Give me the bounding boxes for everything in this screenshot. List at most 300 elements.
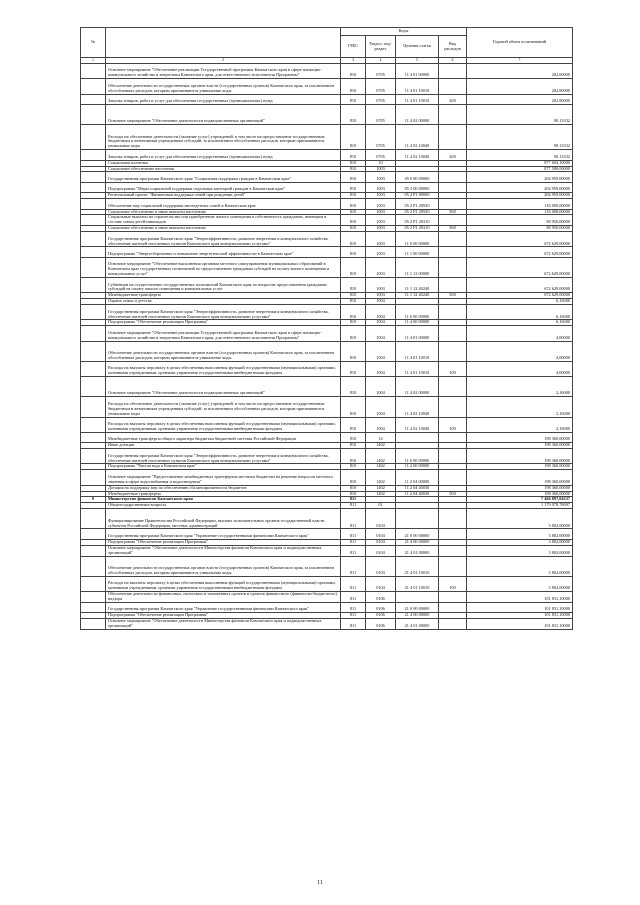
row-grbs: 810 [341,361,366,376]
row-type: 500 [439,491,467,497]
row-name: Государственная программа Камчатского края "Энергоэффективность, развитие энергетики и коммунального хозяйства, обеспечение жителей населенных пунктов Камчатского края коммунальными услугами" [106,305,341,320]
row-target: 21 4 01 00000 [396,545,439,556]
row-target: 05 2 P1 20310 [396,226,439,232]
row-target: 11 4 02 00000 [396,377,439,397]
row-type: 100 [439,576,467,591]
row-total: 101 831,10000 [467,619,573,630]
row-total: 116 000,00000 [467,199,573,209]
header-total: Годовой объем ассигнований [467,28,573,58]
row-name: Социальное обеспечение населения [106,166,341,172]
row-grbs: 810 [341,464,366,470]
row-section: 1003 [366,166,396,172]
row-name: Государственная программа Камчатского края "Энергоэффективность, развитие энергетики и коммунального хозяйства, обеспечение жителей населенных пунктов Камчатского края коммунальными услугами" [106,232,341,247]
row-type [439,470,467,485]
table-row [81,556,573,576]
row-section: 1004 [366,417,396,432]
row-section: 1003 [366,278,396,293]
row-target: 11 4 01 00000 [396,64,439,79]
row-grbs: 810 [341,257,366,277]
row-name: Обеспечение деятельности государственных органов власти (государственных органов) Камчатского края, за исключением обособленных расходов, которым присваиваются уникальные коды [106,79,341,94]
row-grbs: 811 [341,509,366,529]
row-total: 7 466 897,04237 [467,497,573,503]
row-grbs: 810 [341,491,366,497]
table-row [81,199,573,209]
row-number [81,341,106,361]
row-total: 198 360,00000 [467,443,573,449]
row-total: 6,16000 [467,299,573,305]
row-grbs: 810 [341,166,366,172]
row-number [81,602,106,612]
row-name: Социальные выплаты на строительство или приобретение жилого помещения в собственность гражданам, имеющим в составе семьи детей-инвалидов [106,215,341,226]
row-number [81,432,106,442]
colnum: 2 [106,58,341,64]
row-number [81,545,106,556]
row-grbs: 810 [341,150,366,160]
row-grbs: 810 [341,326,366,341]
row-type: 200 [439,94,467,104]
row-name: Обеспечение деятельности финансовых, налоговых и таможенных органов и органов финансового (финансово-бюджетного) надзора [106,592,341,603]
header-no: № [81,28,106,58]
row-name: Подпрограмма "Чистая вода в Камчатском крае" [106,464,341,470]
row-section: 1402 [366,491,396,497]
row-section: 0106 [366,602,396,612]
row-name: Основное мероприятие "Обеспечение деятельности Министерства финансов Камчатского края и подведомственных организаций" [106,545,341,556]
row-number [81,576,106,591]
row-section: 0104 [366,576,396,591]
row-grbs: 810 [341,341,366,361]
row-grbs: 810 [341,432,366,442]
row-type [439,449,467,464]
table-row [81,172,573,182]
row-name: Функционирование Правительства Российской Федерации, высших исполнительных органов государственной власти субъектов Российской Федерации, местных администраций [106,509,341,529]
table-row [81,361,573,376]
row-type: 300 [439,209,467,215]
row-name: Межбюджетные трансферты общего характера бюджетам бюджетной системы Российской Федерации [106,432,341,442]
row-type [439,602,467,612]
row-grbs: 810 [341,182,366,192]
row-target: 05 2 P1 20310 [396,215,439,226]
row-number [81,397,106,417]
row-total: 101 831,10000 [467,613,573,619]
row-number [81,305,106,320]
row-name: Закупка товаров, работ и услуг для обеспечения государственных (муниципальных) нужд [106,94,341,104]
row-total: 88 950,00000 [467,215,573,226]
row-number [81,470,106,485]
row-grbs: 811 [341,529,366,539]
row-total: 6,16000 [467,305,573,320]
row-target: 11 4 02 10040 [396,150,439,160]
row-name: Охрана семьи и детства [106,299,341,305]
row-section: 1003 [366,199,396,209]
row-grbs: 810 [341,293,366,299]
row-grbs: 810 [341,79,366,94]
table-row [81,326,573,341]
row-grbs: 810 [341,64,366,79]
row-type [439,326,467,341]
row-number [81,172,106,182]
table-row [81,432,573,442]
row-grbs: 810 [341,193,366,199]
row-grbs: 810 [341,199,366,209]
table-row [81,397,573,417]
row-total: 4,00000 [467,326,573,341]
row-number [81,247,106,257]
row-total: 202,80000 [467,79,573,94]
row-target: 05 2 P1 00000 [396,193,439,199]
row-grbs: 810 [341,305,366,320]
row-target: 11 4 00 00000 [396,320,439,326]
row-total: 88 950,00000 [467,226,573,232]
row-total: 202,60000 [467,64,573,79]
row-grbs: 810 [341,226,366,232]
row-name: Основное мероприятие "Обеспечение деятельности Министерства финансов Камчатского края и подведомственных организаций" [106,619,341,630]
row-section: 1004 [366,377,396,397]
row-target: 21 4 01 10010 [396,556,439,576]
row-target: 11 0 00 00000 [396,232,439,247]
row-target: 11 4 02 00000 [396,104,439,124]
colnum: 4 [366,58,396,64]
row-target: 21 0 00 00000 [396,602,439,612]
row-number [81,182,106,192]
row-target: 11 4 01 10010 [396,361,439,376]
row-name: Основное мероприятие "Обеспечение реализации Государственной программы Камчатского края в сфере жилищно-коммунального хозяйства и энергетики Камчатского края, для ответственного исполнителя Программы" [106,326,341,341]
row-number [81,79,106,94]
row-section: 1402 [366,470,396,485]
row-section: 0104 [366,509,396,529]
row-type: 300 [439,226,467,232]
row-total: 2,16000 [467,397,573,417]
row-section: 1004 [366,361,396,376]
row-total: 198 360,00000 [467,491,573,497]
row-type: 100 [439,417,467,432]
row-total: 202,80000 [467,94,573,104]
row-grbs: 810 [341,160,366,166]
row-target: 11 1 00 00000 [396,247,439,257]
row-type [439,341,467,361]
row-target: 11 4 02 10040 [396,125,439,150]
row-target: 11 4 02 10040 [396,417,439,432]
row-total: 90,13332 [467,104,573,124]
row-total: 116 000,00000 [467,209,573,215]
row-type [439,104,467,124]
row-name: Подпрограмма "Обеспечение реализации Программы" [106,320,341,326]
row-type [439,278,467,293]
row-grbs: 810 [341,377,366,397]
row-section: 1003 [366,232,396,247]
row-section: 14 [366,432,396,442]
table-row [81,602,573,612]
table-row [81,232,573,247]
row-section: 1003 [366,293,396,299]
row-type [439,125,467,150]
row-grbs: 810 [341,417,366,432]
colnum: 5 [396,58,439,64]
table-row [81,509,573,529]
row-grbs: 810 [341,449,366,464]
row-section: 0705 [366,64,396,79]
table-row [81,64,573,79]
row-type: 200 [439,150,467,160]
row-section: 1003 [366,215,396,226]
row-type [439,529,467,539]
row-section: 01 [366,503,396,509]
row-number [81,94,106,104]
row-name: Дотация на поддержку мер по обеспечению сбалансированности бюджетов [106,485,341,491]
table-row [81,104,573,124]
row-total: 6,16000 [467,320,573,326]
row-total: 672 629,00000 [467,247,573,257]
row-section: 1003 [366,226,396,232]
row-section: 1004 [366,320,396,326]
row-target: 21 4 01 00000 [396,619,439,630]
table-row [81,182,573,192]
row-total: 4,00000 [467,361,573,376]
row-total: 877 588,00000 [467,166,573,172]
row-name: Расходы на обеспечение деятельности (оказание услуг) учреждений, в том числе на предоставление государственным бюджетным и автономным учреждениям субсидий, за исключением обособленных расходов, которым присваиваются уникальные коды [106,397,341,417]
row-target: 21 4 00 00000 [396,539,439,545]
table-row [81,449,573,464]
table-row [81,470,573,485]
row-total: 2,16000 [467,417,573,432]
row-number [81,104,106,124]
row-target: 05 2 P1 20920 [396,199,439,209]
row-number [81,326,106,341]
row-section: 0705 [366,150,396,160]
row-target: 11 4 01 10010 [396,341,439,361]
row-grbs: 810 [341,320,366,326]
row-grbs: 810 [341,485,366,491]
table-row [81,278,573,293]
row-total: 672 629,00000 [467,278,573,293]
row-type [439,432,467,442]
row-grbs: 811 [341,602,366,612]
row-name: Расходы на выплаты персоналу в целях обеспечения выполнения функций государственными (муниципальными) органами, казенными учреждениями, органами управления государственными внебюджетными фондами [106,576,341,591]
row-target [396,509,439,529]
row-type [439,556,467,576]
table-row [81,529,573,539]
row-name: Основное мероприятие "Обеспечение деятельности подведомственных организаций" [106,377,341,397]
colnum: 1 [81,58,106,64]
row-grbs: 810 [341,209,366,215]
row-section: 1004 [366,299,396,305]
row-type [439,545,467,556]
row-target: 11 2 04 40030 [396,485,439,491]
row-type [439,592,467,603]
row-total: 3 802,00000 [467,539,573,545]
row-name: Основное мероприятие "Обеспечение выполнения органами местного самоуправления муниципальных образований в Камчатском крае государственных полномочий по предоставлению гражданам субсидий на оплату жилого помещения и коммунальных услуг" [106,257,341,277]
table-row [81,305,573,320]
row-name: Социальное обеспечение и иные выплаты населению [106,209,341,215]
colnum: 7 [467,58,573,64]
row-name: Расходы на обеспечение деятельности (оказание услуг) учреждений, в том числе на предоставление государственным бюджетным и автономным учреждениям субсидий, за исключением обособленных расходов, которым присваиваются уникальные коды [106,125,341,150]
row-target: 11 1 12 40240 [396,293,439,299]
table-row [81,417,573,432]
row-target: 05 2 P1 20920 [396,209,439,215]
row-section: 1004 [366,326,396,341]
row-name: Основное мероприятие "Предоставление межбюджетных трансфертов местным бюджетам на решение вопросов местного значения в сфере водоснабжения и водоотведения" [106,470,341,485]
row-total: 204 959,00000 [467,182,573,192]
row-section: 0106 [366,619,396,630]
row-type [439,182,467,192]
row-section: 1003 [366,209,396,215]
table-body [81,64,573,630]
page-number: 11 [317,880,323,886]
row-target: 11 1 12 00000 [396,257,439,277]
row-section: 1402 [366,464,396,470]
row-type [439,377,467,397]
row-name: Основное мероприятие "Обеспечение реализации Государственной программы Камчатского края в сфере жилищно-коммунального хозяйства и энергетики Камчатского края, для ответственного исполнителя Программы" [106,64,341,79]
row-target: 11 0 00 00000 [396,449,439,464]
row-grbs: 811 [341,592,366,603]
row-name: Субвенции на осуществление государственных полномочий Камчатского края по вопросам предоставления гражданам субсидий на оплату жилого помещения и коммунальных услуг [106,278,341,293]
row-type [439,64,467,79]
row-type [439,79,467,94]
row-number [81,377,106,397]
row-number [81,619,106,630]
row-grbs: 810 [341,247,366,257]
row-number [81,199,106,209]
row-section: 1003 [366,247,396,257]
row-grbs: 810 [341,443,366,449]
row-total: 90,13332 [467,150,573,160]
row-target: 11 4 01 00000 [396,326,439,341]
row-grbs: 810 [341,299,366,305]
row-section: 1004 [366,305,396,320]
row-target: 05 2 00 00000 [396,182,439,192]
row-name: Подпрограмма "Обеспечение реализации Программы" [106,613,341,619]
table-row [81,377,573,397]
row-name: Межбюджетные трансферты [106,293,341,299]
row-name: Государственная программа Камчатского края "Социальная поддержка граждан в Камчатском крае" [106,172,341,182]
row-grbs: 811 [341,619,366,630]
row-section: 0104 [366,556,396,576]
row-grbs: 810 [341,397,366,417]
row-section: 1004 [366,341,396,361]
row-number [81,556,106,576]
row-type [439,232,467,247]
row-section: 0106 [366,592,396,603]
header-type: Вид расходов [439,36,467,58]
row-number [81,278,106,293]
row-section: 1402 [366,443,396,449]
row-name: Государственная программа Камчатского края "Управление государственными финансами Камчатского края" [106,602,341,612]
row-number [81,215,106,226]
row-grbs: 810 [341,94,366,104]
row-grbs: 810 [341,470,366,485]
header-grbs: ГРБС [341,36,366,58]
row-type [439,619,467,630]
row-type [439,247,467,257]
table-row [81,150,573,160]
row-section: 0104 [366,529,396,539]
budget-table [80,27,573,630]
row-total: 204 959,00000 [467,172,573,182]
row-type [439,509,467,529]
row-grbs: 811 [341,556,366,576]
row-grbs: 811 [341,613,366,619]
row-section: 0104 [366,539,396,545]
row-grbs: 810 [341,104,366,124]
table-row [81,341,573,361]
row-target: 21 4 00 00000 [396,613,439,619]
table-row [81,257,573,277]
row-grbs: 811 [341,503,366,509]
row-name: Государственная программа Камчатского края "Энергоэффективность, развитие энергетики и коммунального хозяйства, обеспечение жителей населенных пунктов Камчатского края коммунальными услугами" [106,449,341,464]
row-section: 1003 [366,257,396,277]
row-total: 198 360,00000 [467,449,573,464]
row-target: 11 0 00 00000 [396,305,439,320]
row-name: Иные дотации [106,443,341,449]
row-number [81,592,106,603]
row-name: Межбюджетные трансферты [106,491,341,497]
row-target: 21 4 01 10010 [396,576,439,591]
row-number [81,64,106,79]
row-total: 101 831,10000 [467,602,573,612]
row-name: Государственная программа Камчатского края "Управление государственными финансами Камчатского края" [106,529,341,539]
row-target: 11 4 02 10040 [396,397,439,417]
row-type [439,215,467,226]
row-section: 1003 [366,172,396,182]
row-section: 1402 [366,449,396,464]
row-total: 672 629,00000 [467,257,573,277]
row-name: Общегосударственные вопросы [106,503,341,509]
header-section: Раздел, под-раздел [366,36,396,58]
row-name: Обеспечение деятельности государственных органов власти (государственных органов) Камчатского края, за исключением обособленных расходов, которым присваиваются уникальные коды [106,341,341,361]
table-row [81,79,573,94]
row-name: Региональный проект "Финансовая поддержка семей при рождении детей" [106,193,341,199]
row-number [81,529,106,539]
table-row [81,592,573,603]
row-grbs: 810 [341,232,366,247]
table-row [81,94,573,104]
row-grbs: 810 [341,215,366,226]
row-grbs: 810 [341,278,366,293]
row-name: Расходы на выплаты персоналу в целях обеспечения выполнения функций государственными (муниципальными) органами, казенными учреждениями, органами управления государственными внебюджетными фондами [106,361,341,376]
row-number [81,417,106,432]
row-target: 11 1 12 40240 [396,278,439,293]
row-number [81,150,106,160]
row-type: 100 [439,361,467,376]
table-row [81,247,573,257]
row-type [439,199,467,209]
budget-table-sheet [80,27,572,630]
table-row [81,576,573,591]
table-row [81,545,573,556]
row-target: 11 2 04 00000 [396,470,439,485]
table-row [81,125,573,150]
row-grbs: 811 [341,539,366,545]
row-total: 2,16000 [467,377,573,397]
row-section: 1004 [366,397,396,417]
row-number [81,125,106,150]
row-target: 11 4 01 10010 [396,79,439,94]
colnum: 6 [439,58,467,64]
row-section: 0705 [366,94,396,104]
row-type [439,257,467,277]
row-total: 90,13332 [467,125,573,150]
row-name: Основное мероприятие "Обеспечение деятельности подведомственных организаций" [106,104,341,124]
row-section: 10 [366,160,396,166]
row-section: 0106 [366,613,396,619]
row-total: 3 802,00000 [467,529,573,539]
row-total: 672 629,00000 [467,232,573,247]
row-total: 877 604,10000 [467,160,573,166]
table-row [81,215,573,226]
row-target: 11 2 00 00000 [396,464,439,470]
row-name: Подпрограмма "Энергосбережение и повышение энергетической эффективности в Камчатском крае" [106,247,341,257]
row-section: 1003 [366,182,396,192]
row-grbs: 811 [341,497,366,503]
